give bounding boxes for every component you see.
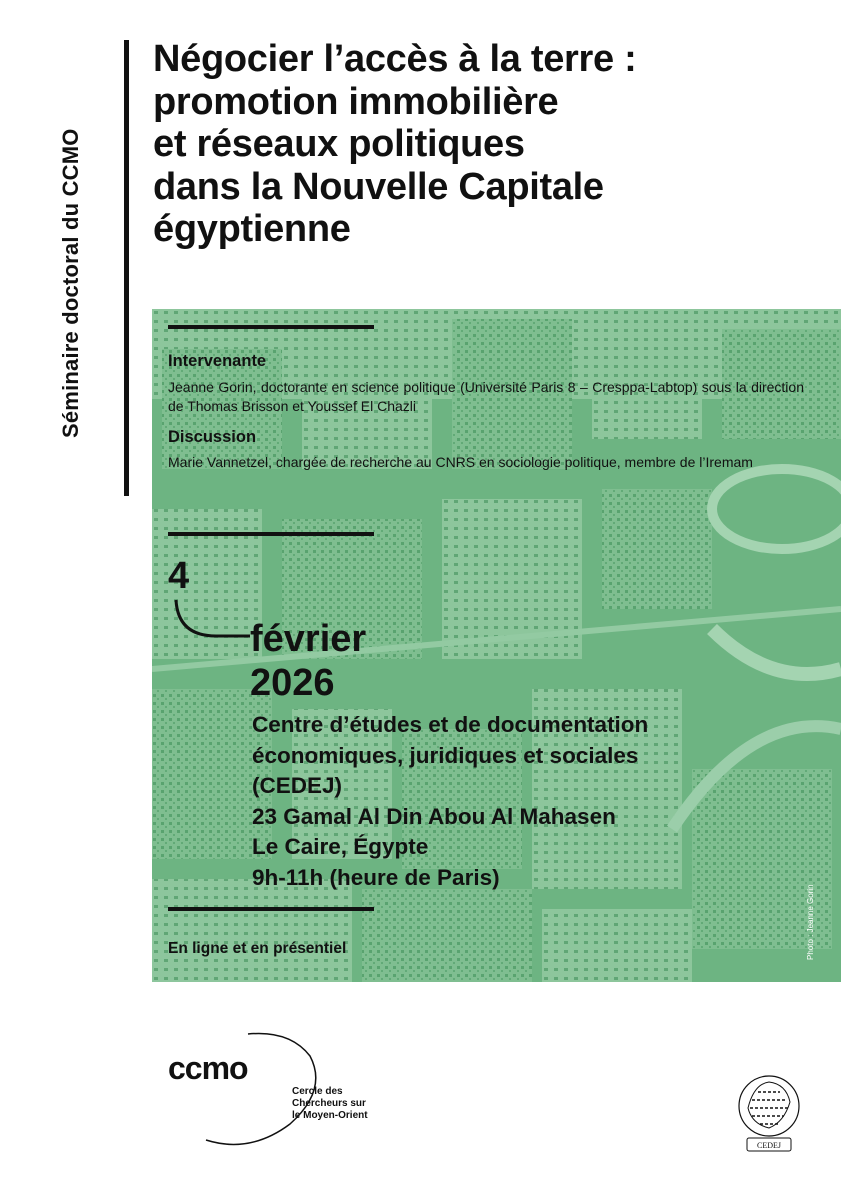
ccmo-caption (292, 1086, 368, 1122)
venue-block (252, 710, 648, 893)
ccmo-caption-line: Chercheurs sur (292, 1098, 366, 1109)
speaker-heading: Intervenante (168, 352, 267, 370)
title-line: dans la Nouvelle Capitale (153, 165, 604, 208)
event-format: En ligne et en présentiel (168, 940, 347, 957)
event-year: 2026 (250, 662, 335, 704)
title-line: Négocier l’accès à la terre : (153, 38, 637, 80)
venue-line: 23 Gamal Al Din Abou Al Mahasen (252, 803, 616, 829)
date-connector-curve (170, 598, 250, 644)
photo-credit: Photo : Jeanne Gorin (806, 884, 815, 960)
venue-line: Le Caire, Égypte (252, 834, 429, 859)
venue-line: économiques, juridiques et sociales (252, 742, 639, 768)
divider-rule-bottom (168, 907, 374, 911)
speaker-text: Jeanne Gorin, doctorante en science politique (Université Paris 8 – Cresppa-Labtop) sous la direction de Thomas Brisson et Youssef El Chazli (168, 379, 804, 414)
side-label (26, 40, 83, 440)
page-title (153, 38, 813, 251)
cedej-emblem (734, 1072, 804, 1154)
side-label-text: Séminaire doctoral du CCMO (58, 128, 83, 438)
discussion-text: Marie Vannetzel, chargée de recherche au CNRS en sociologie politique, membre de l’Iremam (168, 454, 753, 470)
venue-line: 9h-11h (heure de Paris) (252, 864, 500, 890)
ccmo-caption-line: le Moyen-Orient (292, 1110, 368, 1121)
divider-rule-middle (168, 532, 374, 536)
title-line: promotion immobilière (153, 80, 559, 123)
divider-rule-top (168, 325, 374, 329)
cedej-logo (734, 1072, 804, 1154)
venue-line: (CEDEJ) (252, 773, 343, 798)
ccmo-wordmark: ccmo (168, 1050, 248, 1086)
event-month: février (250, 618, 367, 660)
cedej-wordmark: CEDEJ (757, 1141, 781, 1150)
venue-line: Centre d’études et de documentation (252, 712, 649, 737)
event-day: 4 (168, 555, 190, 597)
title-line: et réseaux politiques (153, 123, 525, 165)
ccmo-logo (160, 1028, 390, 1148)
title-line: égyptienne (153, 208, 351, 250)
discussion-heading: Discussion (168, 428, 257, 446)
ccmo-caption-line: Cercle des (292, 1086, 343, 1097)
vertical-divider (124, 40, 129, 496)
